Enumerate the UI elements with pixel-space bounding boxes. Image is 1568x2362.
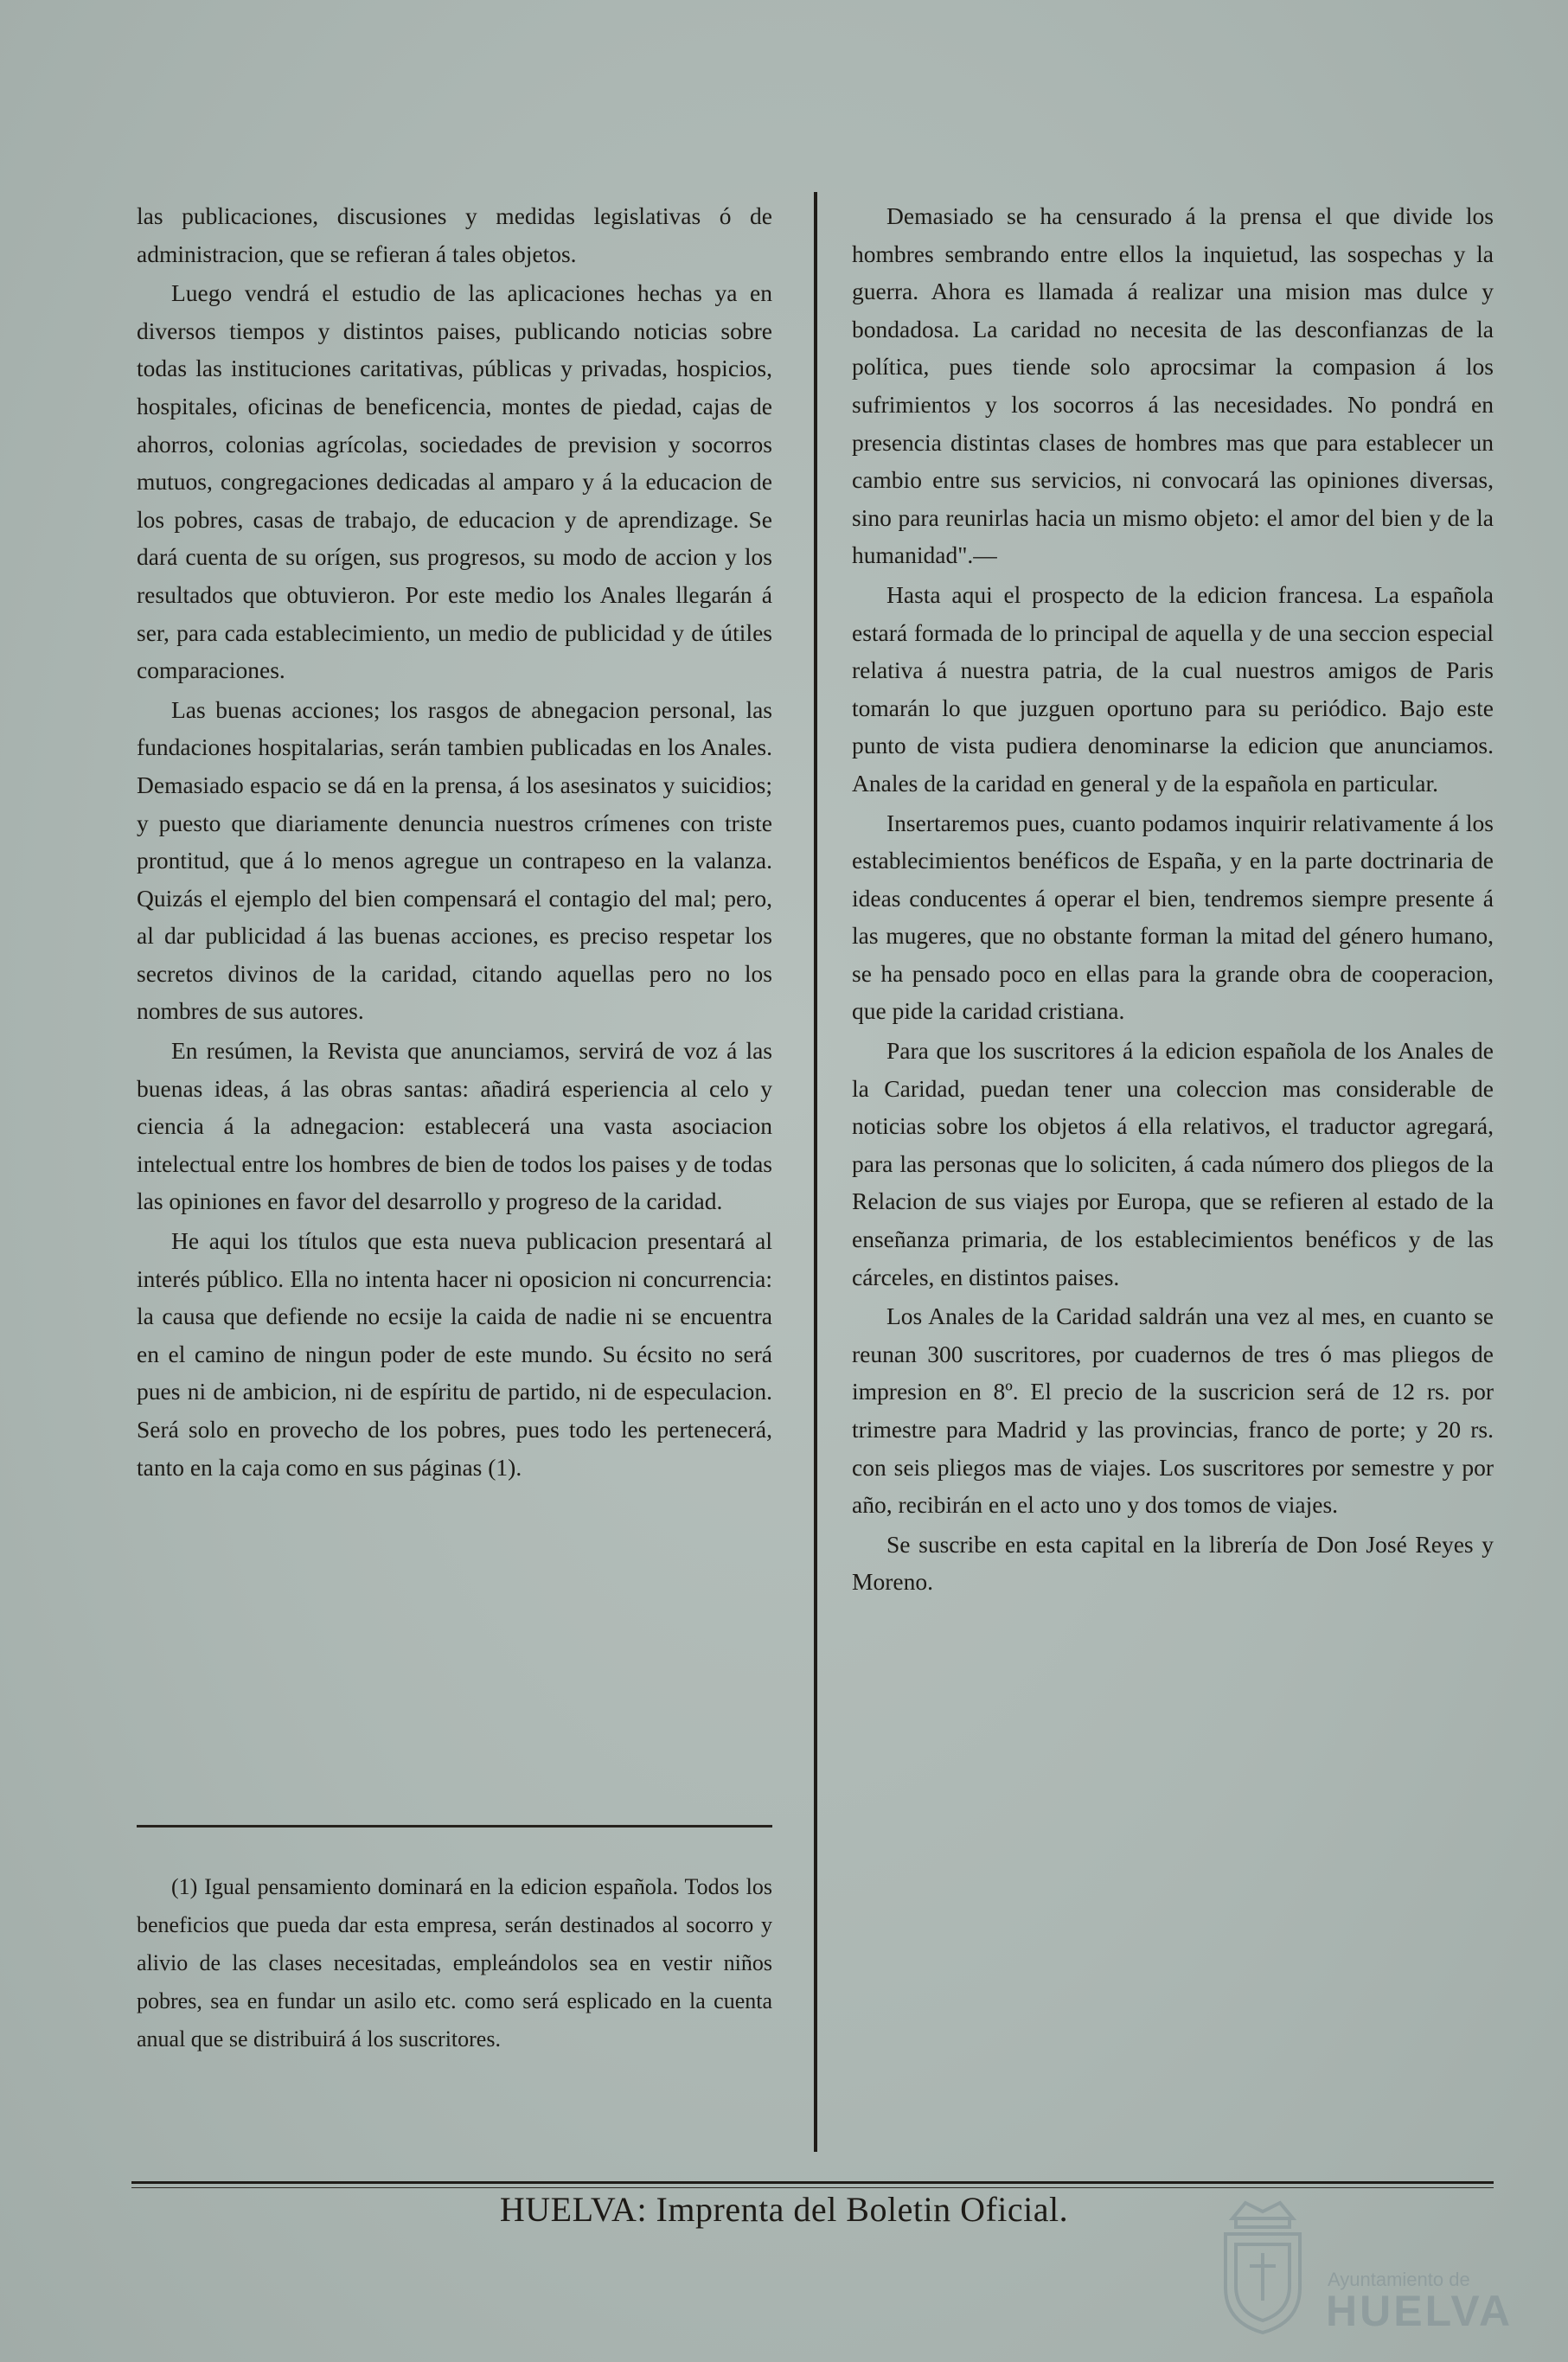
watermark-label: Ayuntamiento de: [1328, 2269, 1470, 2290]
right-column: [852, 197, 1494, 1601]
watermark-name: HUELVA: [1326, 2287, 1514, 2335]
paragraph: Los Anales de la Caridad saldrán una vez al mes, en cuanto se reunan 300 suscritores, por cuadernos de tres ó mas pliegos de impresion en 8º. El precio de la suscricion será de 12 rs. por trimestre para Madrid y las provincias, franco de porte; y 20 rs. con seis pliegos mas de viajes. Los suscritores por semestre y por año, recibirán en el acto uno y dos tomos de viajes.: [852, 1303, 1494, 1519]
footnote-text: (1) Igual pensamiento dominará en la edicion española. Todos los beneficios que pueda dar esta empresa, serán destinados al socorro y alivio de las clases necesitadas, empleándolos sea en vestir niños pobres, sea en fundar un asilo etc. como será esplicado en la cuenta anual que se distribuirá á los suscritores.: [137, 1874, 772, 2052]
paragraph: Se suscribe en esta capital en la librería de Don José Reyes y Moreno.: [852, 1530, 1494, 1596]
paragraph: He aqui los títulos que esta nueva publicacion presentará al interés público. Ella no intenta hacer ni oposicion ni concurrencia: la causa que defiende no ecsije la caida de nadie ni se encuentra en el camino de ningun poder de este mundo. Su écsito no será pues ni de ambicion, ni de espíritu de partido, ni de especulacion. Será solo en provecho de los pobres, pues todo les pertenecerá, tanto en la caja como en sus páginas (1).: [137, 1227, 772, 1481]
paragraph: Luego vendrá el estudio de las aplicaciones hechas ya en diversos tiempos y distintos paises, publicando noticias sobre todas las instituciones caritativas, públicas y privadas, hospicios, hospitales, oficinas de beneficencia, montes de piedad, cajas de ahorros, colonias agrícolas, sociedades de prevision y socorros mutuos, congregaciones dedicadas al amparo y á la educacion de los pobres, casas de trabajo, de educacion y de aprendizage. Se dará cuenta de su orígen, sus progresos, su modo de accion y los resultados que obtuvieron. Por este medio los Anales llegarán á ser, para cada establecimiento, un medio de publicidad y de útiles comparaciones.: [137, 279, 772, 684]
paragraph: Insertaremos pues, cuanto podamos inquirir relativamente á los establecimientos benéficos de España, y en la parte doctrinaria de ideas conducentes á operar el bien, tendremos siempre presente á las mugeres, que no obstante forman la mitad del género humano, se ha pensado poco en ellas para la grande obra de cooperacion, que pide la caridad cristiana.: [852, 809, 1494, 1025]
watermark: [1206, 2184, 1518, 2340]
paragraph: Hasta aqui el prospecto de la edicion francesa. La española estará formada de lo principal de aquella y de una seccion especial relativa á nuestra patria, de la cual nuestros amigos de Paris tomarán lo que juzguen oportuno para su periódico. Bajo este punto de vista pudiera denominarse la edicion que anunciamos. Anales de la caridad en general y de la española en particular.: [852, 580, 1494, 797]
paragraph: las publicaciones, discusiones y medidas legislativas ó de administracion, que se refieran á tales objetos.: [137, 202, 772, 267]
left-column: [137, 197, 772, 1486]
footnote-rule: [137, 1825, 772, 1828]
city-crest-icon: [1206, 2184, 1319, 2340]
imprint: HUELVA: Imprenta del Boletin Oficial.: [499, 2190, 1069, 2229]
paragraph: Las buenas acciones; los rasgos de abnegacion personal, las fundaciones hospitalarias, serán tambien publicadas en los Anales. Demasiado espacio se dá en la prensa, á los asesinatos y suicidios; y puesto que diariamente denuncia nuestros crímenes con triste prontitud, que á lo menos agregue un contrapeso en la valanza. Quizás el ejemplo del bien compensará el contagio del mal; pero, al dar publicidad á las buenas acciones, es preciso respetar los secretos divinos de la caridad, citando aquellas pero no los nombres de sus autores.: [137, 695, 772, 1025]
paragraph: Demasiado se ha censurado á la prensa el que divide los hombres sembrando entre ellos la inquietud, las sospechas y la guerra. Ahora es llamada á realizar una mision mas dulce y bondadosa. La caridad no necesita de las desconfianzas de la política, pues tiende solo aprocsimar la compasion á los sufrimientos y los socorros á las necesidades. No pondrá en presencia distintas clases de hombres mas que para establecer un cambio entre sus servicios, ni convocará las opiniones diversas, sino para reunirlas hacia un mismo objeto: el amor del bien y de la humanidad".—: [852, 202, 1494, 569]
footnote: [137, 1868, 772, 2058]
paragraph: Para que los suscritores á la edicion española de los Anales de la Caridad, puedan tener una coleccion mas considerable de noticias sobre los objetos á ella relativos, el traductor agregará, para las personas que lo soliciten, á cada número dos pliegos de la Relacion de sus viajes por Europa, que se refieren al estado de la enseñanza primaria, de los establecimientos benéficos y de las cárceles, en distintos paises.: [852, 1037, 1494, 1290]
column-divider: [814, 192, 817, 2152]
paragraph: En resúmen, la Revista que anunciamos, servirá de voz á las buenas ideas, á las obras santas: añadirá esperiencia al celo y ciencia á la adnegacion: establecerá una vasta asociacion intelectual entre los hombres de bien de todos los paises y de todas las opiniones en favor del desarrollo y progreso de la caridad.: [137, 1037, 772, 1215]
